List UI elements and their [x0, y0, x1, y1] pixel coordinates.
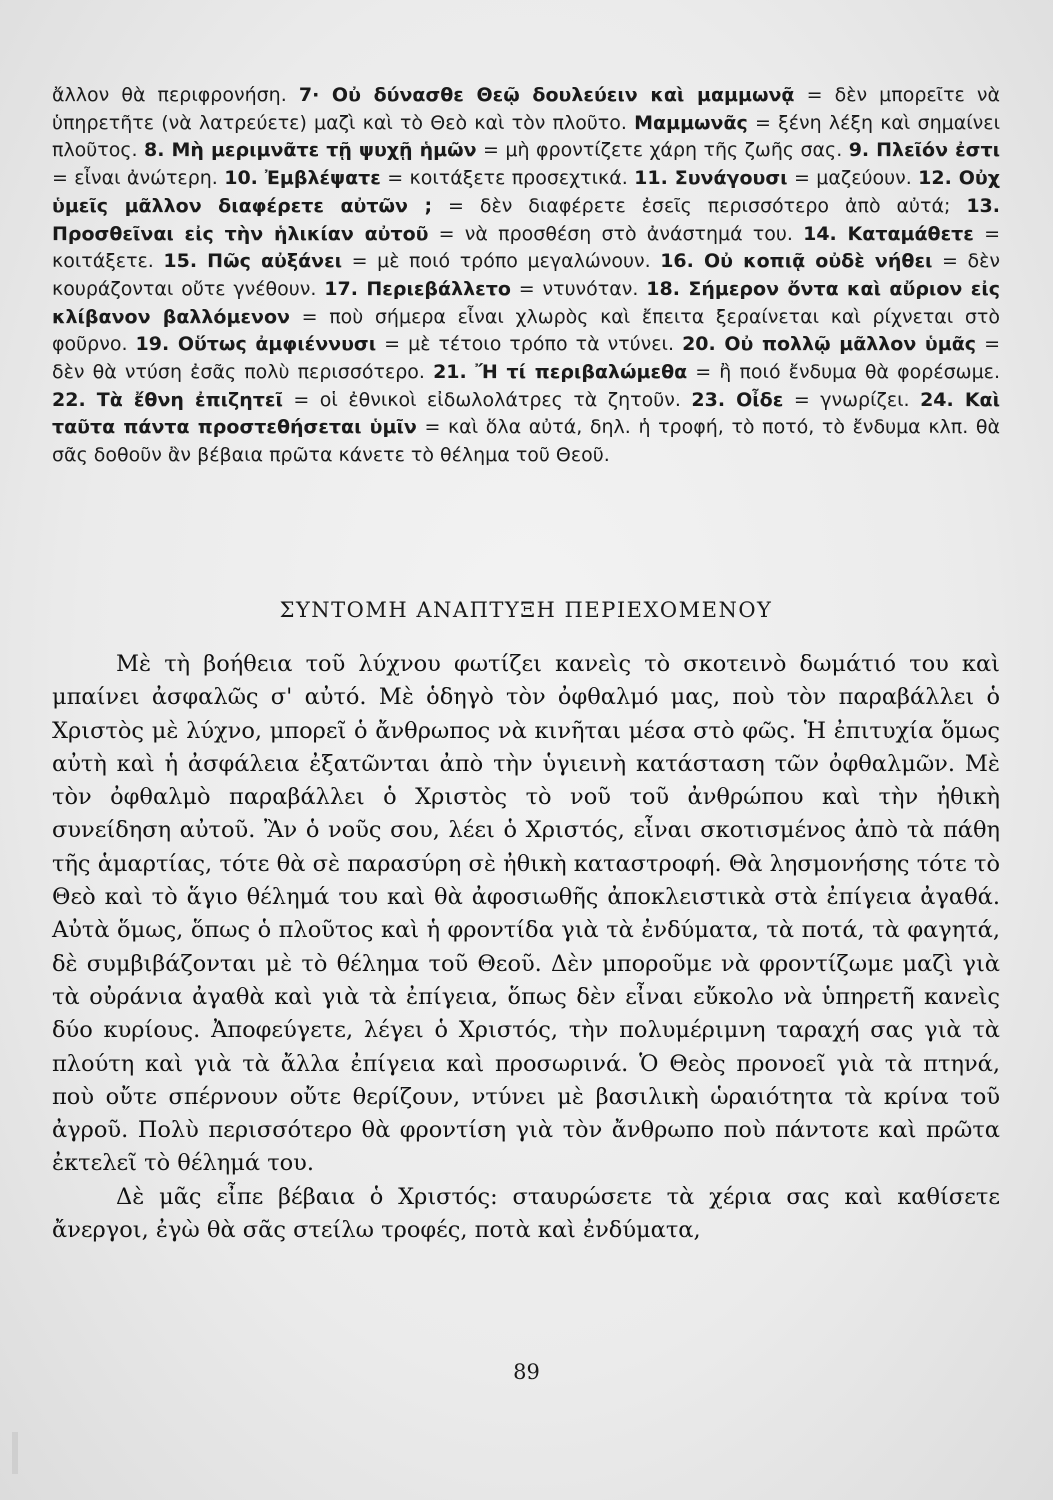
note-headword: 23. Οἶδε	[691, 388, 784, 411]
note-headword: 17. Περιεβάλλετο	[324, 277, 511, 300]
note-gloss: = δὲν θὰ ντύση ἐσᾶς πολὺ περισσότερο.	[52, 333, 1001, 384]
note-gloss: = ξένη λέξη καὶ σημαίνει πλοῦτος.	[52, 111, 1000, 162]
note-headword: 22. Τὰ ἔθνη ἐπιζητεῖ	[52, 388, 283, 411]
note-gloss: = εἶναι ἀνώτερη.	[52, 167, 225, 190]
note-headword: 11. Συνάγουσι	[634, 167, 788, 190]
note-gloss: = κοιτάξετε.	[52, 222, 1000, 273]
note-gloss: = μὴ φροντίζετε χάρη τῆς ζωῆς σας.	[476, 139, 849, 162]
note-gloss: = μὲ ποιό τρόπο μεγαλώνουν.	[342, 250, 661, 273]
notes-paragraph	[52, 82, 1000, 470]
note-headword: 13. Προσθεῖναι εἰς τὴν ἡλικίαν αὐτοῦ	[52, 194, 1000, 245]
body-paragraph-2: Δὲ μᾶς εἶπε βέβαια ὁ Χριστός: σταυρώσετε τὰ χέρια σας καὶ καθίσετε ἄνεργοι, ἐγὼ θὰ σᾶς στείλω τροφές, ποτὰ καὶ ἐνδύματα,	[52, 1183, 1000, 1244]
note-headword: 21. Ἤ τί περιβαλώμεθα	[433, 361, 688, 384]
body-paragraph-1: Μὲ τὴ βοήθεια τοῦ λύχνου φωτίζει κανεὶς τὸ σκοτεινὸ δωμάτιό του καὶ μπαίνει ἀσφαλῶς σ' αὐτό. Μὲ ὁδηγὸ τὸν ὀφθαλμό μας, ποὺ τὸν παραβάλλει ὁ Χριστὸς μὲ λύχνο, μπορεῖ ὁ ἄνθρωπος νὰ κινῆται μέσα στὸ φῶς. Ἡ ἐπιτυχία ὅμως αὐτὴ καὶ ἡ ἀσφάλεια ἐξατῶνται ἀπὸ τὴν ὑγιεινὴ κατάσταση τῶν ὀφθαλμῶν. Μὲ τὸν ὀφθαλμὸ παραβάλλει ὁ Χριστὸς τὸ νοῦ τοῦ ἀνθρώπου καὶ τὴν ἠθικὴ συνείδηση αὐτοῦ. Ἂν ὁ νοῦς σου, λέει ὁ Χριστός, εἶναι σκοτισμένος ἀπὸ τὰ πάθη τῆς ἁμαρτίας, τότε θὰ σὲ παρασύρη σὲ ἠθικὴ καταστροφή. Θὰ λησμονήσης τότε τὸ Θεὸ καὶ τὸ ἅγιο θέλημά του καὶ θὰ ἀφοσιωθῆς ἀποκλειστικὰ στὰ ἐπίγεια ἀγαθά. Αὐτὰ ὅμως, ὅπως ὁ πλοῦτος καὶ ἡ φροντίδα γιὰ τὰ ἐνδύματα, τὰ ποτά, τὰ φαγητά, δὲ συμβιβάζονται μὲ τὸ θέλημα τοῦ Θεοῦ. Δὲν μποροῦμε νὰ φροντίζωμε μαζὶ γιὰ τὰ οὐράνια ἀγαθὰ καὶ γιὰ τὰ ἐπίγεια, ὅπως δὲν εἶναι εὔκολο νὰ ὑπηρετῆ κανεὶς δύο κυρίους. Ἀποφεύγετε, λέγει ὁ Χριστός, τὴν πολυμέριμνη ταραχή σας γιὰ τὰ πλούτη καὶ γιὰ τὰ ἄλλα ἐπίγεια καὶ προσωρινά. Ὁ Θεὸς προνοεῖ γιὰ τὰ πτηνά, ποὺ οὔτε σπέρνουν οὔτε θερίζουν, ντύνει μὲ βασιλικὴ ὡραιότητα τὰ κρίνα τοῦ ἀγροῦ. Πολὺ περισσότερο θὰ φροντίση γιὰ τὸν ἄνθρωπο ποὺ πάντοτε καὶ πρῶτα ἐκτελεῖ τὸ θέλημά του.	[52, 651, 1000, 1177]
note-headword: Μαμμωνᾶς	[634, 111, 748, 134]
note-headword: 7· Οὐ δύνασθε Θεῷ δουλεύειν καὶ μαμμωνᾷ	[298, 84, 795, 106]
note-gloss: = κοιτάξετε προσεχτικά.	[380, 167, 635, 190]
note-headword: 8. Μὴ μεριμνᾶτε τῇ ψυχῇ ἡμῶν	[144, 139, 477, 162]
note-gloss: ἄλλον θὰ περιφρονήση.	[52, 84, 299, 106]
note-gloss: = καὶ ὅλα αὐτά, δηλ. ἡ τροφή, τὸ ποτό, τὸ ἔνδυμα κλπ. θὰ σᾶς δοθοῦν ἂν βέβαια πρῶτα κάνετε τὸ θέλημα τοῦ Θεοῦ.	[52, 416, 1001, 467]
note-gloss: = νὰ προσθέση στὸ ἀνάστημά του.	[428, 222, 804, 245]
note-gloss: = δὲν διαφέρετε ἐσεῖς περισσότερο ἀπὸ αὐτά;	[432, 194, 967, 217]
note-gloss: = μὲ τέτοιο τρόπο τὰ ντύνει.	[376, 333, 683, 356]
note-gloss: = γνωρίζει.	[783, 388, 921, 411]
scan-edge-mark	[12, 1432, 18, 1474]
main-text	[52, 648, 1000, 1247]
note-headword: 14. Καταμάθετε	[803, 222, 974, 245]
note-headword: 24. Καὶ ταῦτα πάντα προστεθήσεται ὑμῖν	[52, 388, 1000, 439]
page-number: 89	[513, 1360, 540, 1384]
note-gloss: = μαζεύουν.	[787, 167, 919, 190]
note-headword: 18. Σήμερον ὄντα καὶ αὔριον εἰς κλίβανον βαλλόμενον	[52, 277, 1000, 328]
note-headword: 16. Οὐ κοπιᾷ οὐδὲ νήθει	[660, 250, 933, 273]
note-gloss: = ντυνόταν.	[510, 277, 647, 300]
note-headword: 19. Οὕτως ἀμφιέννυσι	[135, 333, 377, 356]
note-gloss: = ποὺ σήμερα εἶναι χλωρὸς καὶ ἔπειτα ξεραίνεται καὶ ρίχνεται στὸ φοῦρνο.	[52, 305, 1000, 356]
note-headword: 12. Οὐχ ὑμεῖς μᾶλλον διαφέρετε αὐτῶν ;	[52, 167, 1000, 217]
note-headword: 10. Ἐμβλέψατε	[224, 167, 381, 190]
note-gloss: = δὲν μπορεῖτε νὰ ὑπηρετῆτε (νὰ λατρεύετε) μαζὶ καὶ τὸ Θεὸ καὶ τὸν πλοῦτο.	[52, 84, 1001, 134]
note-gloss: = ἢ ποιό ἔνδυμα θὰ φορέσωμε.	[687, 361, 1000, 384]
note-headword: 15. Πῶς αὐξάνει	[163, 250, 343, 273]
note-gloss: = οἱ ἐθνικοὶ εἰδωλολάτρες τὰ ζητοῦν.	[282, 388, 692, 411]
section-heading: ΣΥΝΤΟΜΗ ΑΝΑΠΤΥΞΗ ΠΕΡΙΕΧΟΜΕΝΟΥ	[279, 598, 773, 622]
verse-notes	[52, 82, 1000, 470]
note-headword: 9. Πλεῖόν ἐστι	[848, 139, 1000, 162]
note-headword: 20. Οὐ πολλῷ μᾶλλον ὑμᾶς	[682, 333, 977, 356]
note-gloss: = δὲν κουράζονται οὔτε γνέθουν.	[52, 250, 1000, 300]
